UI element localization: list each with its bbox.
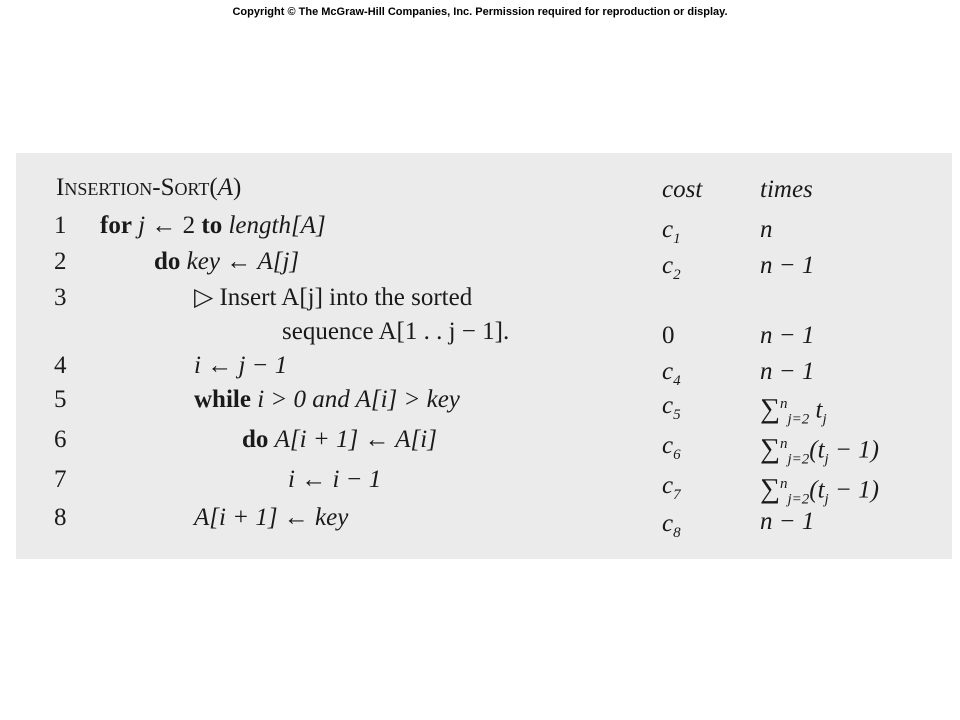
- code-line-1: [100, 211, 326, 241]
- cost-symbol: c: [662, 472, 674, 499]
- comment-text: Insert A[j] into the sorted: [219, 284, 473, 311]
- code-line-5: [194, 385, 460, 415]
- times-term-rest: − 1): [828, 476, 879, 504]
- cost-subscript: 1: [673, 231, 681, 247]
- cost-header: cost: [662, 176, 703, 203]
- code-line-3-continued: [282, 317, 509, 347]
- cost-symbol: c: [662, 392, 674, 419]
- times-term-sub: j: [824, 451, 829, 468]
- times-cell: n − 1: [760, 508, 815, 535]
- code-line-2: [154, 247, 299, 277]
- procedure-name: Insertion-Sort: [56, 174, 210, 201]
- code-text: A[i + 1] ← A[i]: [274, 426, 437, 453]
- summation-icon: ∑: [760, 393, 780, 425]
- cost-subscript: 7: [673, 487, 681, 503]
- comment-text: sequence A[1 . . j − 1].: [282, 318, 510, 345]
- line-number: 5: [54, 386, 67, 413]
- assign-arrow: ←: [151, 212, 177, 239]
- cost-cell: 0: [662, 322, 675, 349]
- line-number: 2: [54, 248, 67, 275]
- times-term: (t: [809, 476, 825, 504]
- cost-symbol: c: [662, 252, 674, 279]
- cost-subscript: 4: [673, 373, 681, 389]
- assign-arrow: ←: [226, 248, 252, 275]
- code-text: length[A]: [228, 212, 326, 239]
- keyword: do: [242, 426, 269, 453]
- code-text: i > 0 and A[i] > key: [257, 386, 460, 413]
- algorithm-panel: [16, 153, 952, 559]
- times-header: times: [760, 176, 813, 203]
- procedure-arg: A: [217, 174, 233, 201]
- line-number: 7: [54, 466, 67, 493]
- keyword: while: [194, 386, 251, 413]
- cost-subscript: 6: [673, 447, 681, 463]
- times-term: t: [815, 396, 823, 424]
- code-line-8: A[i + 1] ← key: [194, 504, 349, 531]
- line-number: 3: [54, 284, 67, 311]
- code-text: A[j]: [257, 248, 300, 275]
- code-line-7: i ← i − 1: [288, 466, 382, 493]
- cost-cell: [662, 391, 681, 430]
- times-term-sub: j: [824, 491, 829, 508]
- cost-cell: [662, 215, 681, 254]
- line-number: 4: [54, 352, 67, 379]
- times-cell: [760, 429, 879, 474]
- cost-cell: [662, 251, 681, 290]
- cost-subscript: 8: [673, 525, 681, 541]
- code-line-3: [194, 283, 472, 313]
- sum-upper: n: [779, 396, 788, 412]
- comment-triangle-icon: ▷: [194, 284, 214, 311]
- cost-symbol: c: [662, 432, 674, 459]
- keyword: for: [100, 212, 132, 239]
- times-cell: n − 1: [760, 322, 815, 349]
- code-var: key: [186, 248, 220, 275]
- times-cell: [760, 389, 827, 434]
- line-number: 1: [54, 212, 67, 239]
- code-line-4: i ← j − 1: [194, 352, 288, 379]
- sum-lower: j=2: [787, 411, 810, 428]
- cost-cell: [662, 471, 681, 510]
- code-var: j: [138, 212, 146, 239]
- cost-cell: [662, 431, 681, 470]
- cost-subscript: 2: [673, 267, 681, 283]
- times-cell: n: [760, 216, 773, 243]
- sum-lower: j=2: [787, 451, 810, 468]
- sum-upper: n: [779, 436, 788, 452]
- cost-cell: [662, 509, 681, 548]
- sum-lower: j=2: [787, 491, 810, 508]
- keyword: to: [201, 212, 223, 239]
- copyright-notice: Copyright © The McGraw-Hill Companies, Inc. Permission required for reproduction or display.: [232, 6, 728, 18]
- cost-symbol: c: [662, 510, 674, 537]
- sum-upper: n: [779, 476, 788, 492]
- times-term-sub: j: [822, 411, 827, 428]
- cost-symbol: c: [662, 358, 674, 385]
- algorithm-title: Insertion-Sort(A): [56, 174, 242, 201]
- times-term: (t: [809, 436, 825, 464]
- line-number: 6: [54, 426, 67, 453]
- cost-subscript: 5: [673, 407, 681, 423]
- cost-symbol: c: [662, 216, 674, 243]
- code-line-6: [242, 425, 437, 455]
- times-term-rest: − 1): [828, 436, 879, 464]
- keyword: do: [154, 248, 181, 275]
- summation-icon: ∑: [760, 473, 780, 505]
- code-value: 2: [182, 212, 196, 239]
- times-cell: n − 1: [760, 252, 815, 279]
- summation-icon: ∑: [760, 433, 780, 465]
- times-cell: n − 1: [760, 358, 815, 385]
- line-number: 8: [54, 504, 67, 531]
